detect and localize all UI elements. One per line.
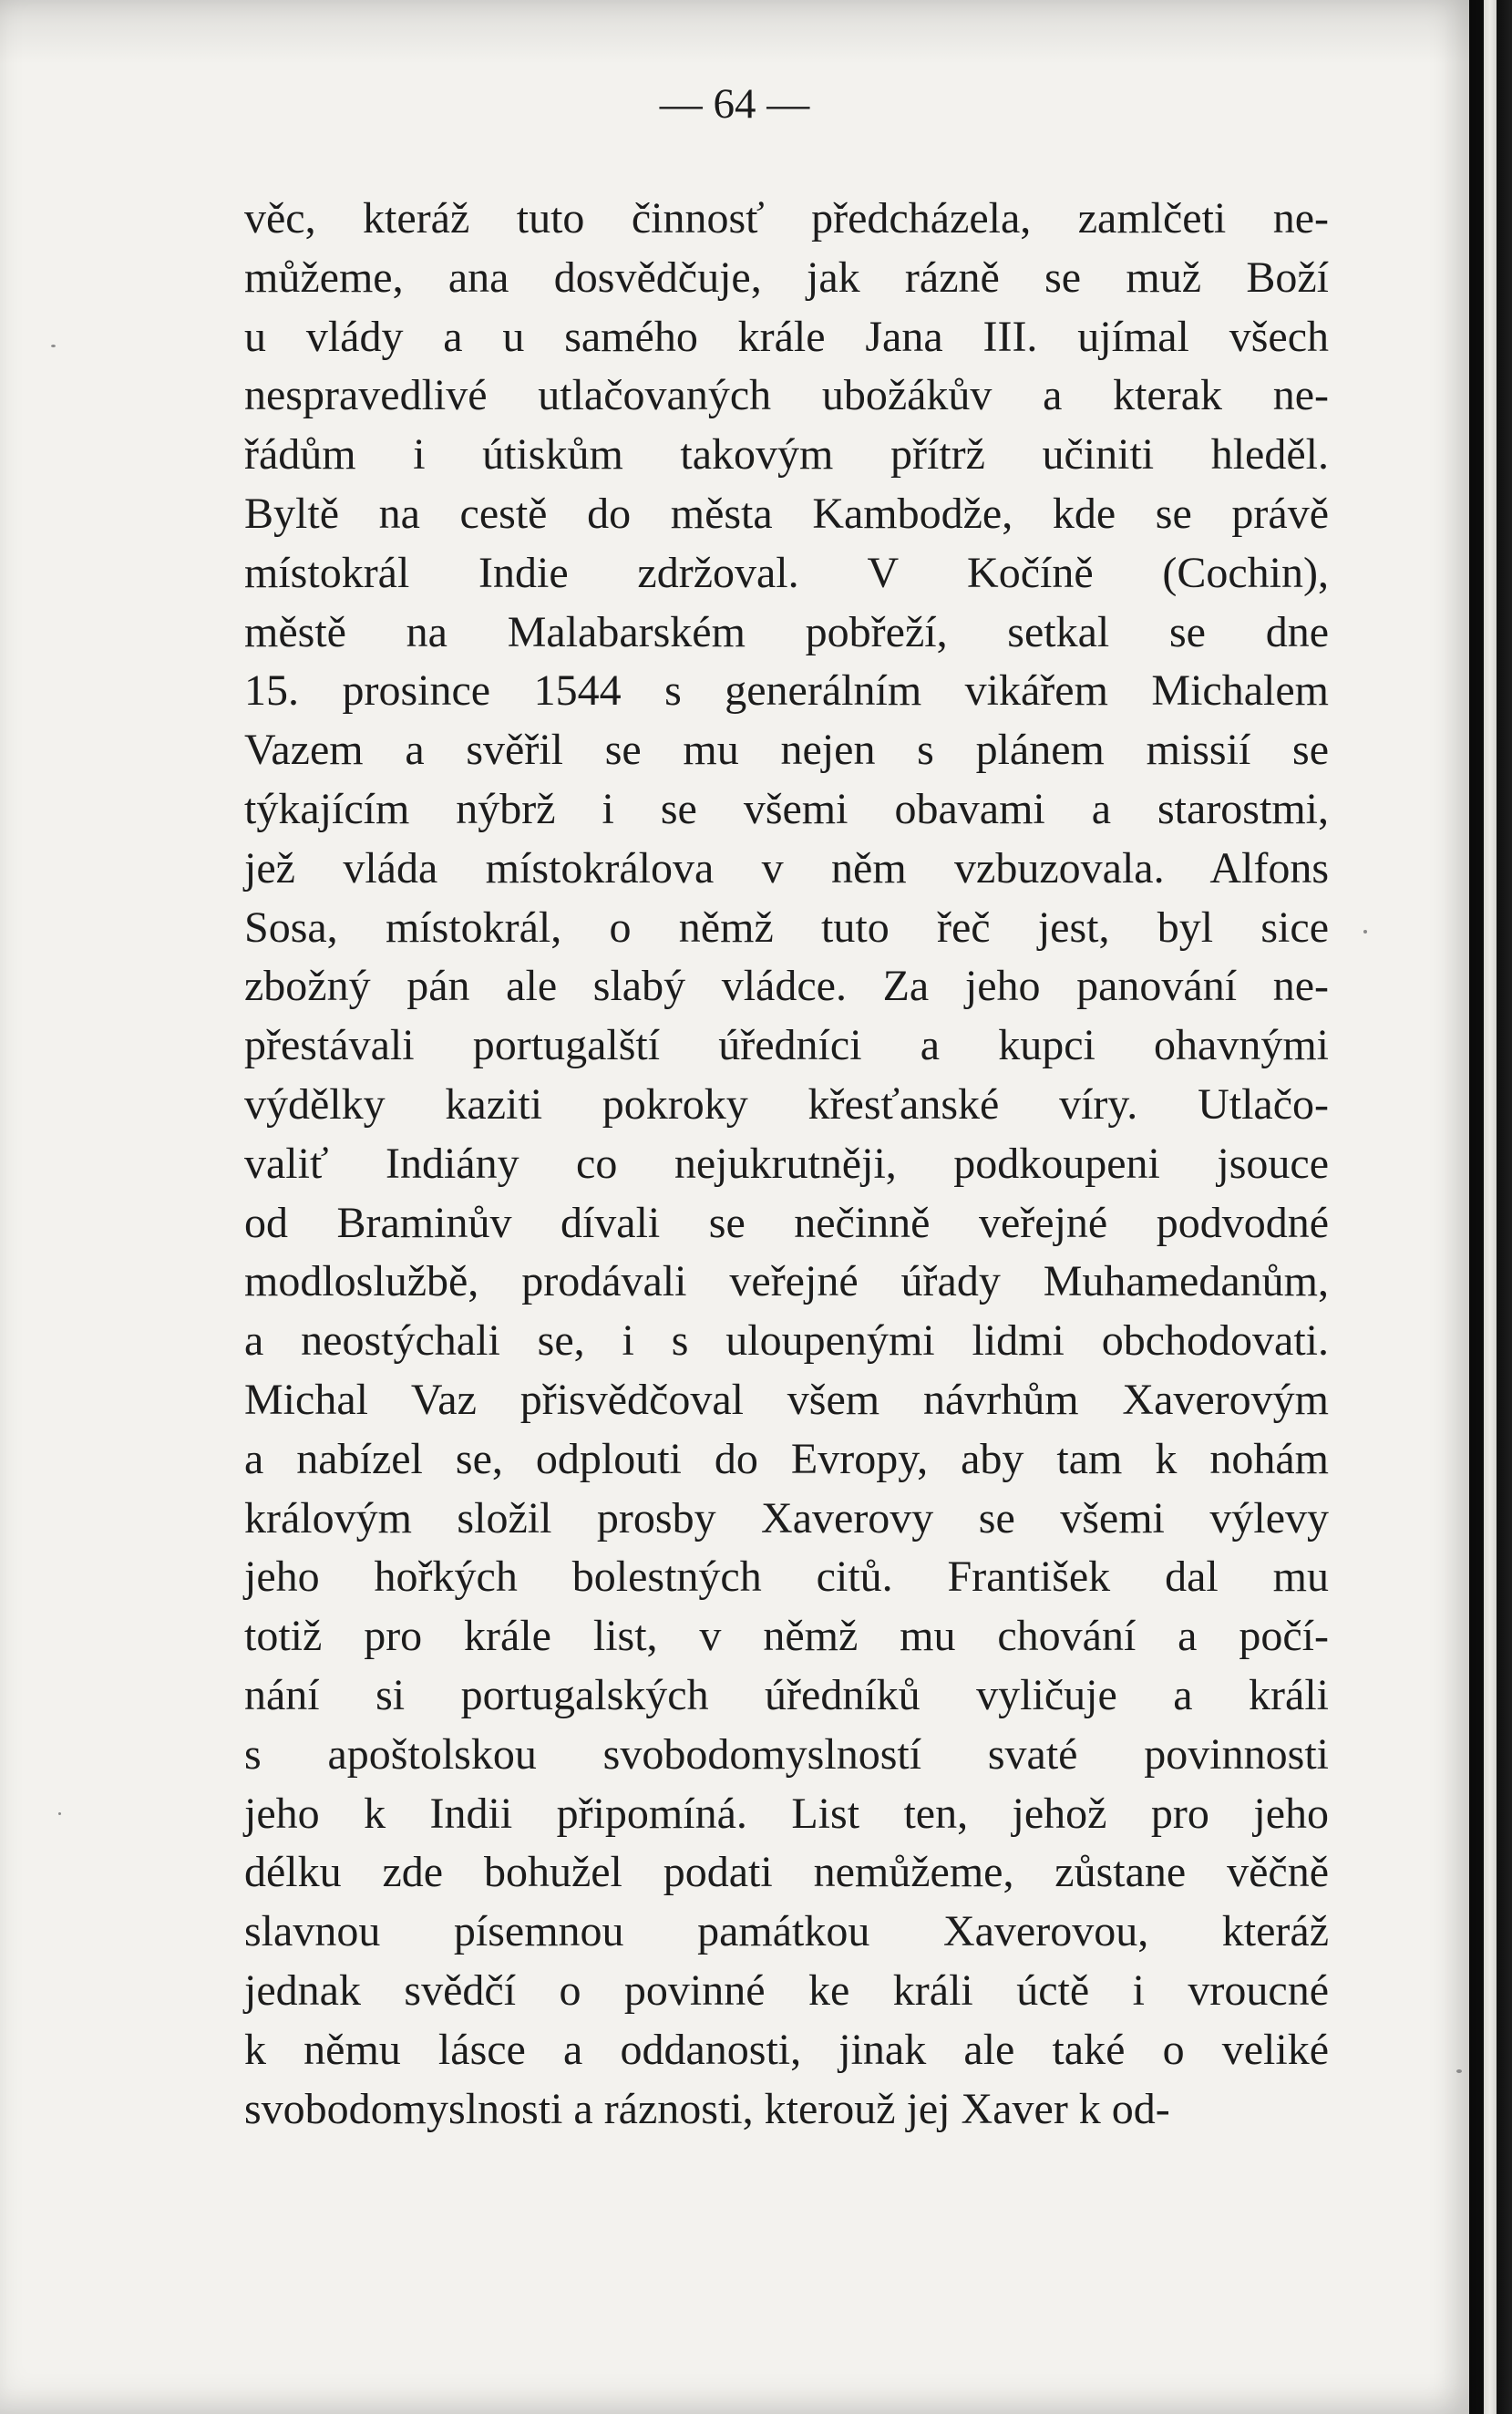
text-line: od Braminův dívali se nečinně veřejné podvodné <box>244 1198 1329 1247</box>
text-line: jež vláda místokrálova v něm vzbuzovala. Alfons <box>244 843 1329 892</box>
text-line: totiž pro krále list, v němž mu chování a počí- <box>244 1612 1329 1661</box>
text-line: a nabízel se, odplouti do Evropy, aby tam k nohám <box>244 1434 1329 1483</box>
text-line: Michal Vaz přisvědčoval všem návrhům Xaverovým <box>244 1375 1329 1424</box>
text-line: zbožný pán ale slabý vládce. Za jeho panování ne- <box>244 962 1329 1011</box>
text-line: výdělky kaziti pokroky křesťanské víry. Utlačo- <box>244 1079 1329 1129</box>
text-line: místokrál Indie zdržoval. V Kočíně (Cochin), <box>244 548 1329 597</box>
text-line: jeho hořkých bolestných citů. František dal mu <box>244 1553 1329 1602</box>
text-line: můžeme, ana dosvědčuje, jak rázně se muž Boží <box>244 253 1329 302</box>
page-top-shadow <box>0 0 1469 64</box>
text-line: přestávali portugalští úředníci a kupci ohavnými <box>244 1021 1329 1070</box>
text-line: jednak svědčí o povinné ke králi úctě i vroucné <box>244 1965 1329 2015</box>
text-line: městě na Malabarském pobřeží, setkal se dne <box>244 607 1329 656</box>
text-line: Sosa, místokrál, o němž tuto řeč jest, byl sice <box>244 903 1329 952</box>
text-line: k němu lásce a oddanosti, jinak ale také o veliké <box>244 2025 1329 2074</box>
text-line: a neostýchali se, i s uloupenými lidmi obchodovati. <box>244 1316 1329 1366</box>
paper-speck <box>1456 2069 1462 2073</box>
text-line: jeho k Indii připomíná. List ten, jehož pro jeho <box>244 1789 1329 1838</box>
text-line: královým složil prosby Xaverovy se všemi výlevy <box>244 1493 1329 1542</box>
next-page-edge <box>1484 0 1497 2414</box>
text-line: týkajícím nýbrž i se všemi obavami a starostmi, <box>244 784 1329 833</box>
text-line: s apoštolskou svobodomyslností svaté povinnosti <box>244 1729 1329 1779</box>
text-line: svobodomyslnosti a ráznosti, kterouž jej Xaver k od- <box>244 2084 1170 2133</box>
text-line: modloslužbě, prodávali veřejné úřady Muhamedanům, <box>244 1257 1329 1306</box>
paper-speck <box>1363 930 1367 934</box>
text-line: slavnou písemnou památkou Xaverovou, kteráž <box>244 1907 1329 1956</box>
paper-speck <box>51 345 56 347</box>
text-line: valiť Indiány co nejukrutněji, podkoupeni jsouce <box>244 1139 1329 1188</box>
text-line: Vazem a svěřil se mu nejen s plánem missií se <box>244 726 1329 775</box>
page-number: — 64 — <box>659 80 810 128</box>
paper-speck <box>58 1812 61 1815</box>
body-text <box>244 190 1329 2139</box>
text-line: Byltě na cestě do města Kambodže, kde se právě <box>244 489 1329 538</box>
text-line: nespravedlivé utlačovaných ubožákův a kterak ne- <box>244 371 1329 420</box>
text-line: nání si portugalských úředníků vyličuje a králi <box>244 1670 1329 1719</box>
text-line: 15. prosince 1544 s generálním vikářem Michalem <box>244 666 1329 716</box>
text-line: věc, kteráž tuto činnosť předcházela, zamlčeti ne- <box>244 194 1329 242</box>
text-line: délku zde bohužel podati nemůžeme, zůstane věčně <box>244 1848 1329 1897</box>
text-line: řádům i útiskům takovým přítrž učiniti hleděl. <box>244 430 1329 480</box>
text-line: u vlády a u samého krále Jana III. ujímal všech <box>244 312 1329 361</box>
